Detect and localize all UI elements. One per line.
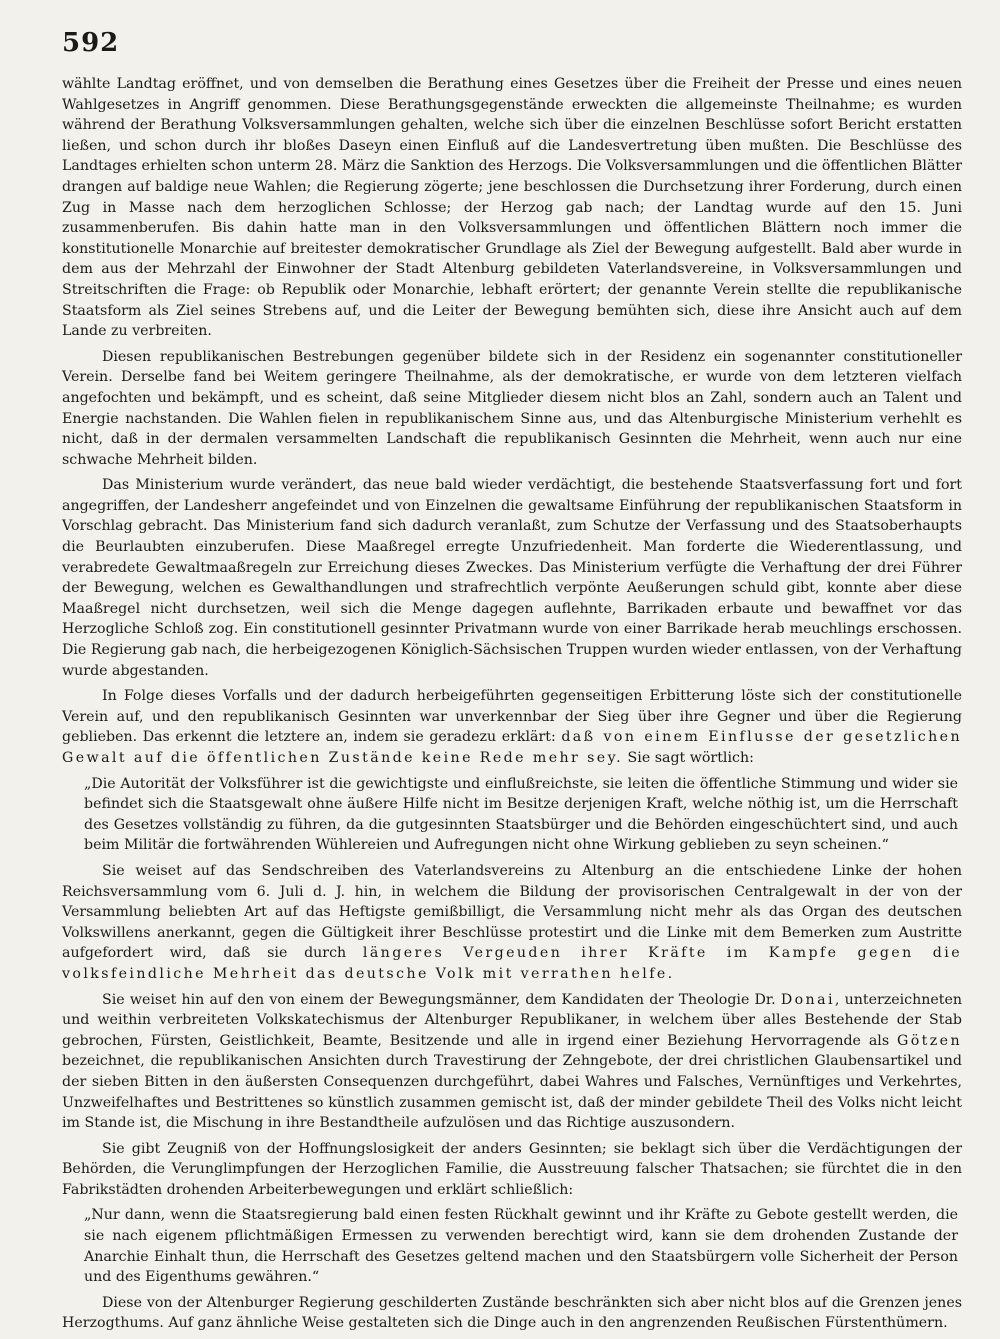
body-text: [62, 74, 962, 1339]
paragraph-4: [62, 686, 962, 768]
paragraph-5: [62, 861, 962, 985]
paragraph-4-start: In Folge dieses Vorfalls und der dadurch herbeigeführten gegenseitigen Erbitterung löste sich der constitutionelle Verein auf, und den republikanisch Gesinnten war unverkennbar der Sieg über ihre Gegner und über die Regierung geblieben. Das erkennt die letztere an, indem sie geradezu erklärt:: [62, 688, 962, 746]
quotation-2: „Nur dann, wenn die Staatsregierung bald einen festen Rückhalt gewinnt und ihr Kräfte zu Gebote gestellt werden, die sie nach eigenem pflichtmäßigen Ermessen zu verwenden berechtigt wird, kann sie dem drohenden Zustande der Anarchie Einhalt thun, die Herrschaft des Gesetzes geltend machen und den Staatsbürgern volle Sicherheit der Person und des Eigenthums gewähren.“: [84, 1207, 958, 1286]
paragraph-8: Diese von der Altenburger Regierung geschilderten Zustände beschränkten sich aber nicht blos auf die Grenzen jenes Herzogthums. Auf ganz ähnliche Weise gestalteten sich die Dinge auch in den angrenzenden Reußischen Fürstenthümern.: [62, 1294, 962, 1332]
page-number: 592: [62, 28, 120, 58]
paragraph-6-emphasis: Götzen: [897, 1032, 962, 1049]
paragraph-4-end: Sie sagt wörtlich:: [623, 750, 754, 766]
paragraph-5-start: Sie weiset auf das Sendschreiben des Vaterlandsvereins zu Altenburg an die entschiedene Linke der hohen Reichsversammlung vom 6. Juli d. J. hin, in welchem die Bildung der provisorischen Centralgewalt in der von der Versammlung beliebten Art auf das Heftigste gemißbilligt, die Versammlung nicht mehr als das Organ des deutschen Volkswillens anerkannt, gegen die Gültigkeit ihrer Beschlüsse protestirt und die Linke mit dem Bemerken zum Austritte aufgefordert wird, daß sie durch: [62, 862, 962, 962]
paragraph-2: Diesen republikanischen Bestrebungen gegenüber bildete sich in der Residenz ein sogenannter constitutioneller Verein. Derselbe fand bei Weitem geringere Theilnahme, als der demokratische, er wurde von dem letzteren vielfach angefochten und bekämpft, und es scheint, daß seine Mitglieder diesem nicht blos an Zahl, sondern auch an Talent und Energie nachstanden. Die Wahlen fielen in republikanischem Sinne aus, und das Altenburgische Ministerium verhehlt es nicht, daß in der dermalen versammelten Landschaft die republikanisch Gesinnten die Mehrheit, wenn auch nur eine schwache Mehrheit bilden.: [62, 348, 962, 468]
paragraph-6-start: Sie weiset hin auf den von einem der Bewegungsmänner, dem Kandidaten der Theologie Dr.: [102, 991, 781, 1008]
quotation-1: „Die Autorität der Volksführer ist die gewichtigste und einflußreichste, sie leiten die öffentliche Stimmung und wider sie befindet sich die Staatsgewalt ohne äußere Hilfe nicht im Besitze derjenigen Kraft, welche nöthig ist, um die Herrschaft des Gesetzes vollständig zu führen, da die gutgesinnten Staatsbürger und die Behörden eingeschüchtert sind, und auch beim Militär die fortwährenden Wühlereien und Aufregungen nicht ohne Wirkung geblieben zu seyn scheinen.“: [84, 775, 958, 854]
paragraph-6-name: Donai: [780, 991, 835, 1008]
paragraph-6: [62, 990, 962, 1134]
paragraph-3: Das Ministerium wurde verändert, das neue bald wieder verdächtigt, die bestehende Staatsverfassung fort und fort angegriffen, der Landesherr angefeindet und von Einzelnen die gewaltsame Einführung der republikanischen Staatsform in Vorschlag gebracht. Das Ministerium fand sich dadurch veranlaßt, zum Schutze der Verfassung und des Staatsoberhaupts die Beurlaubten einzuberufen. Diese Maaßregel erregte Unzufriedenheit. Man forderte die Wiederentlassung, und verabredete Gewaltmaaßregeln zur Erreichung dieses Zweckes. Das Ministerium verfügte die Verhaftung der drei Führer der Bewegung, welchen es Gewalthandlungen und strafrechtlich verpönte Aeußerungen schuld gibt, konnte aber diese Maaßregel nicht durchsetzen, weil sich die Menge dagegen auflehnte, Barrikaden erbaute und bewaffnet vor das Herzogliche Schloß zog. Ein constitutionell gesinnter Privatmann wurde von einer Barrikade herab meuchlings erschossen. Die Regierung gab nach, die herbeigezogenen Königlich-Sächsischen Truppen wurden wieder entlassen, von der Verhaftung wurde abgestanden.: [62, 477, 962, 679]
paragraph-6-mid: , unterzeichneten und weithin verbreiteten Volkskatechismus der Altenburger Republikaner, in welchem über alles Bestehende der Stab gebrochen, Fürsten, Geistlichkeit, Beamte, Besitzende und alle in irgend einer Beziehung Hervorragende als: [62, 991, 963, 1049]
paragraph-4-emphasis: daß von einem Einflusse der gesetzlichen Gewalt auf die öffentlichen Zustände keine Rede mehr sey.: [62, 729, 962, 766]
paragraph-7: Sie gibt Zeugniß von der Hoffnungslosigkeit der anders Gesinnten; sie beklagt sich über die Verdächtigungen der Behörden, die Verunglimpfungen der Herzoglichen Familie, die Ausstreuung falscher Thatsachen; sie fürchtet die in den Fabrikstädten drohenden Arbeiterbewegungen und erklärt schließlich:: [62, 1140, 962, 1198]
paragraph-5-emphasis: längeres Vergeuden ihrer Kräfte im Kampfe gegen die volksfeindliche Mehrheit das deutsche Volk mit verrathen helfe.: [62, 945, 962, 982]
paragraph-6-end: bezeichnet, die republikanischen Ansichten durch Travestirung der Zehngebote, der drei christlichen Glaubensartikel und der sieben Bitten in den äußersten Consequenzen durchgeführt, dabei Wahres und Falsches, Vernünftiges und Verkehrtes, Unzweifelhaftes und Bestrittenes so künstlich zusammen gemischt ist, daß der minder gebildete Theil des Volks nicht leicht im Stande ist, die Mischung in ihre Bestandtheile aufzulösen und das Richtige auszusondern.: [62, 1053, 962, 1132]
paragraph-1: wählte Landtag eröffnet, und von demselben die Berathung eines Gesetzes über die Freiheit der Presse und eines neuen Wahlgesetzes in Angriff genommen. Diese Berathungsgegenstände erweckten die allgemeinste Theilnahme; es wurden während der Berathung Volksversammlungen gehalten, welche sich über die einzelnen Beschlüsse sofort Bericht erstatten ließen, und schon durch ihr bloßes Daseyn einen Einfluß auf die Landesvertretung üben mußten. Die Beschlüsse des Landtages erhielten schon unterm 28. März die Sanktion des Herzogs. Die Volksversammlungen und die öffentlichen Blätter drangen auf baldige neue Wahlen; die Regierung zögerte; jene beschlossen die Durchsetzung ihrer Forderung, durch einen Zug in Masse nach dem herzoglichen Schlosse; der Herzog gab nach; der Landtag wurde auf den 15. Juni zusammenberufen. Bis dahin hatte man in den Volksversammlungen und öffentlichen Blättern noch immer die konstitutionelle Monarchie auf breitester demokratischer Grundlage als Ziel der Bewegung aufgestellt. Bald aber wurde in dem aus der Mehrzahl der Einwohner der Stadt Altenburg gebildeten Vaterlandsvereine, in Volksversammlungen und Streitschriften die Frage: ob Republik oder Monarchie, lebhaft erörtert; der genannte Verein stellte die republikanische Staatsform als Ziel seines Strebens auf, und die Leiter der Bewegung bemühten sich, diese ihre Ansicht auch auf dem Lande zu verbreiten.: [62, 76, 962, 340]
